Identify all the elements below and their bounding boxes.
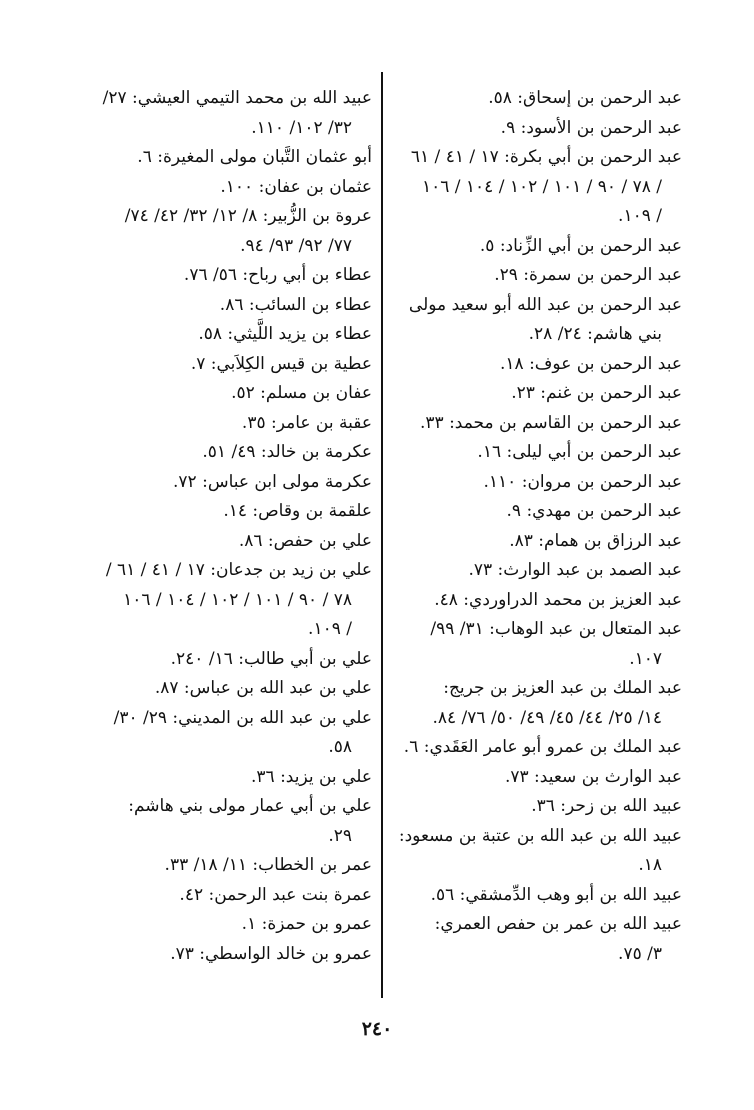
index-column-right (392, 84, 682, 969)
index-entry: عطاء بن السائب: ٨٦. (219, 294, 372, 315)
index-entry: عبد الرحمن بن القاسم بن محمد: ٣٣. (420, 412, 682, 433)
index-entry: عمرو بن حمزة: ١. (241, 914, 372, 934)
index-entry: عبد الوارث بن سعيد: ٧٣. (504, 766, 682, 787)
index-entry: عمرو بن خالد الواسطي: ٧٣. (170, 943, 372, 964)
index-entry: عبيد الله بن عمر بن حفص العمري: ٣/ ٧٥. (434, 914, 682, 964)
index-entry: عبد الرحمن بن مروان: ١١٠. (483, 471, 682, 492)
index-entry: عبيد الله بن أبو وهب الدِّمشقي: ٥٦. (430, 884, 682, 905)
index-entry: عطاء بن يزيد اللَّيثي: ٥٨. (198, 324, 372, 344)
index-entry: عبد الرحمن بن أبي بكرة: ١٧ / ٤١ / ٦١ / ٧٨ / ٩٠ / ١٠١ / ١٠٢ / ١٠٤ / ١٠٦ / ١٠٩. (410, 147, 682, 226)
index-entry: عفان بن مسلم: ٥٢. (231, 383, 372, 403)
index-entry: علي بن حفص: ٨٦. (238, 530, 372, 551)
index-entry: عبيد الله بن عبد الله بن عتبة بن مسعود: ١٨. (398, 825, 682, 875)
index-entry: عكرمة مولى ابن عباس: ٧٢. (173, 471, 372, 492)
index-entry: عبد الرحمن بن مهدي: ٩. (506, 501, 682, 521)
index-entry: عبد الرزاق بن همام: ٨٣. (509, 530, 682, 551)
index-entry: عمر بن الخطاب: ١١/ ١٨/ ٣٣. (164, 855, 372, 875)
index-entry: علي بن زيد بن جدعان: ١٧ / ٤١ / ٦١ / ٧٨ / ٩٠ / ١٠١ / ١٠٢ / ١٠٤ / ١٠٦ / ١٠٩. (105, 560, 372, 639)
index-entry: عبد العزيز بن محمد الدراوردي: ٤٨. (434, 589, 682, 610)
index-entry: عروة بن الزُّبير: ٨/ ١٢/ ٣٢/ ٤٢/ ٧٤/ ٧٧/ ٩٢/ ٩٣/ ٩٤. (124, 206, 372, 256)
index-entry: عبد الرحمن بن الأسود: ٩. (500, 117, 682, 138)
index-column-left (80, 84, 372, 969)
index-entry: عبد الرحمن بن سمرة: ٢٩. (494, 265, 682, 285)
index-entry: عمرة بنت عبد الرحمن: ٤٢. (179, 884, 372, 905)
index-entry: عقبة بن عامر: ٣٥. (241, 412, 372, 433)
index-entry: عبد الرحمن بن أبي ليلى: ١٦. (477, 442, 682, 462)
index-entry: عبد الرحمن بن عبد الله أبو سعيد مولى بني هاشم: ٢٤/ ٢٨. (408, 294, 682, 344)
index-entry: عبد الملك بن عمرو أبو عامر العَقَدي: ٦. (403, 737, 682, 757)
index-entry: علي بن يزيد: ٣٦. (251, 766, 372, 787)
index-entry: عكرمة بن خالد: ٤٩/ ٥١. (202, 442, 372, 462)
index-entry: علي بن أبي طالب: ١٦/ ٢٤٠. (170, 648, 372, 669)
index-entry: عبد الملك بن عبد العزيز بن جريج: ١٤/ ٢٥/ ٤٤/ ٤٥/ ٤٩/ ٥٠/ ٧٦/ ٨٤. (432, 678, 682, 728)
index-entry: عبيد الله بن محمد التيمي العيشي: ٢٧/ ٣٢/ ١٠٢/ ١١٠. (102, 88, 372, 138)
index-entry: عبد المتعال بن عبد الوهاب: ٣١/ ٩٩/ ١٠٧. (430, 619, 682, 669)
index-entry: علقمة بن وقاص: ١٤. (223, 501, 372, 521)
index-entry: أبو عثمان التَّبان مولى المغيرة: ٦. (137, 147, 372, 167)
index-entry: عطاء بن أبي رباح: ٥٦/ ٧٦. (183, 265, 372, 285)
index-entry: عبد الصمد بن عبد الوارث: ٧٣. (468, 560, 682, 580)
index-entry: عبد الرحمن بن إسحاق: ٥٨. (488, 88, 682, 108)
index-entry: علي بن أبي عمار مولى بني هاشم: ٢٩. (128, 796, 372, 846)
column-divider (381, 72, 383, 998)
index-entry: علي بن عبد الله بن عباس: ٨٧. (154, 678, 372, 698)
index-entry: عبد الرحمن بن غنم: ٢٣. (511, 383, 682, 403)
index-entry: عطية بن قيس الكِلاَبي: ٧. (190, 353, 372, 374)
index-entry: عبد الرحمن بن أبي الزِّناد: ٥. (479, 235, 682, 256)
index-entry: عثمان بن عفان: ١٠٠. (220, 176, 372, 197)
page-number: ٢٤٠ (361, 1018, 393, 1040)
index-entry: علي بن عبد الله بن المديني: ٢٩/ ٣٠/ ٥٨. (113, 707, 372, 757)
index-entry: عبيد الله بن زحر: ٣٦. (531, 796, 682, 816)
index-entry: عبد الرحمن بن عوف: ١٨. (500, 353, 682, 374)
